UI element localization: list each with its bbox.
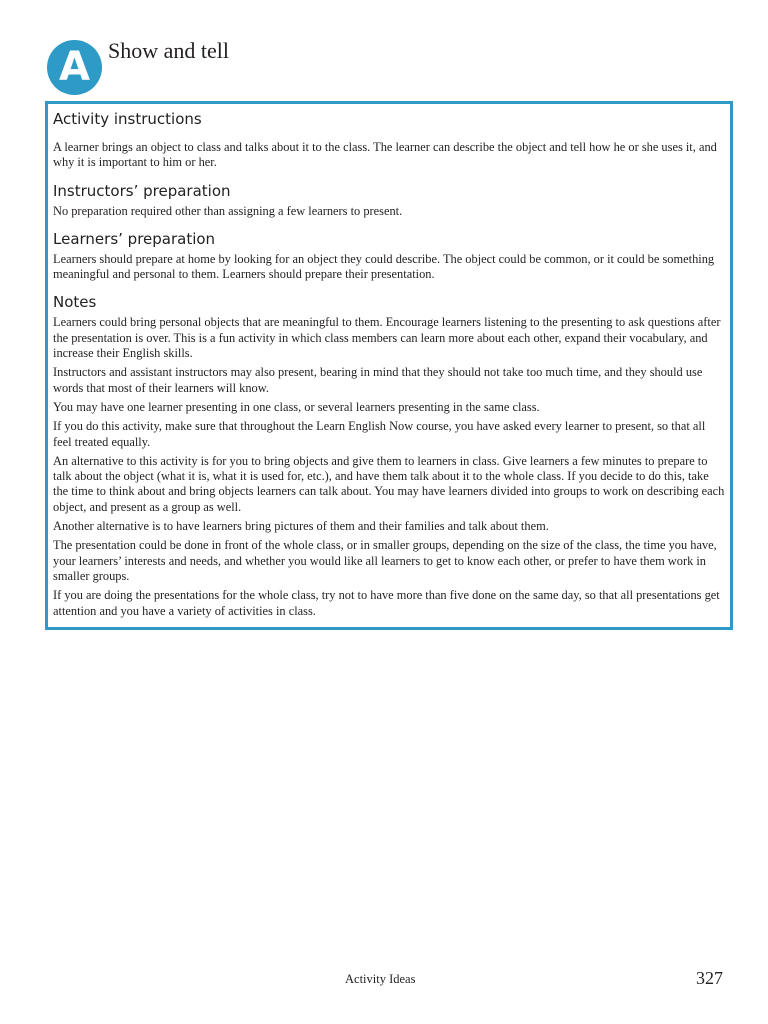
page-title: Show and tell: [108, 38, 229, 63]
notes-paragraph: The presentation could be done in front of the whole class, or in smaller groups, depending on the size of the class, the time you have, your learners’ interests and needs, and whether you would like all learners to get to know each other, or prefer to have them work in smaller groups.: [53, 538, 717, 583]
learners-preparation-text: Learners should prepare at home by looking for an object they could describe. The object could be common, or it could be something meaningful and personal to them. Learners should prepare their presentation.: [53, 251, 715, 282]
instructors-preparation-text: No preparation required other than assigning a few learners to present.: [53, 203, 403, 218]
activity-box: [45, 101, 733, 630]
activity-instructions-text: A learner brings an object to class and talks about it to the class. The learner can describe the object and tell how he or she uses it, and why it is important to him or her.: [53, 140, 717, 170]
page-number: 327: [696, 968, 723, 988]
notes-paragraph: If you do this activity, make sure that throughout the Learn English Now course, you have asked every learner to present, so that all feel treated equally.: [53, 419, 706, 449]
activity-instructions-heading: Activity instructions: [53, 110, 202, 128]
instructors-preparation-heading: Instructors’ preparation: [53, 181, 231, 200]
notes-heading: Notes: [53, 293, 97, 312]
notes-paragraph: You may have one learner presenting in one class, or several learners presenting in the same class.: [53, 399, 540, 414]
footer-label: Activity Ideas: [345, 972, 416, 986]
notes-paragraph: If you are doing the presentations for the whole class, try not to have more than five done on the same day, so that all presentations get attention and you have a variety of activities in class.: [53, 588, 720, 618]
notes-paragraph: An alternative to this activity is for you to bring objects and give them to learners in class. Give learners a few minutes to prepare to talk about the object (what it is, what it is used for, etc.), and have them talk about it to the whole class. If you decide to do this, take the time to think about and bring objects learners can talk about. You may have learners divided into groups to work on describing each object, and present as a group as well.: [53, 453, 725, 514]
section-letter-badge: A: [47, 40, 102, 95]
notes-paragraph: Another alternative is to have learners bring pictures of them and their families and talk about them.: [53, 519, 549, 534]
notes-paragraph: Instructors and assistant instructors may also present, bearing in mind that they should not take too much time, and they should use words that most of their learners will know.: [53, 365, 703, 395]
notes-paragraph: Learners could bring personal objects that are meaningful to them. Encourage learners listening to the presenting to ask questions after the presentation is over. This is a fun activity in which class members can learn more about each other, expand their vocabulary, and increase their English skills.: [53, 315, 721, 361]
learners-preparation-heading: Learners’ preparation: [53, 229, 216, 248]
